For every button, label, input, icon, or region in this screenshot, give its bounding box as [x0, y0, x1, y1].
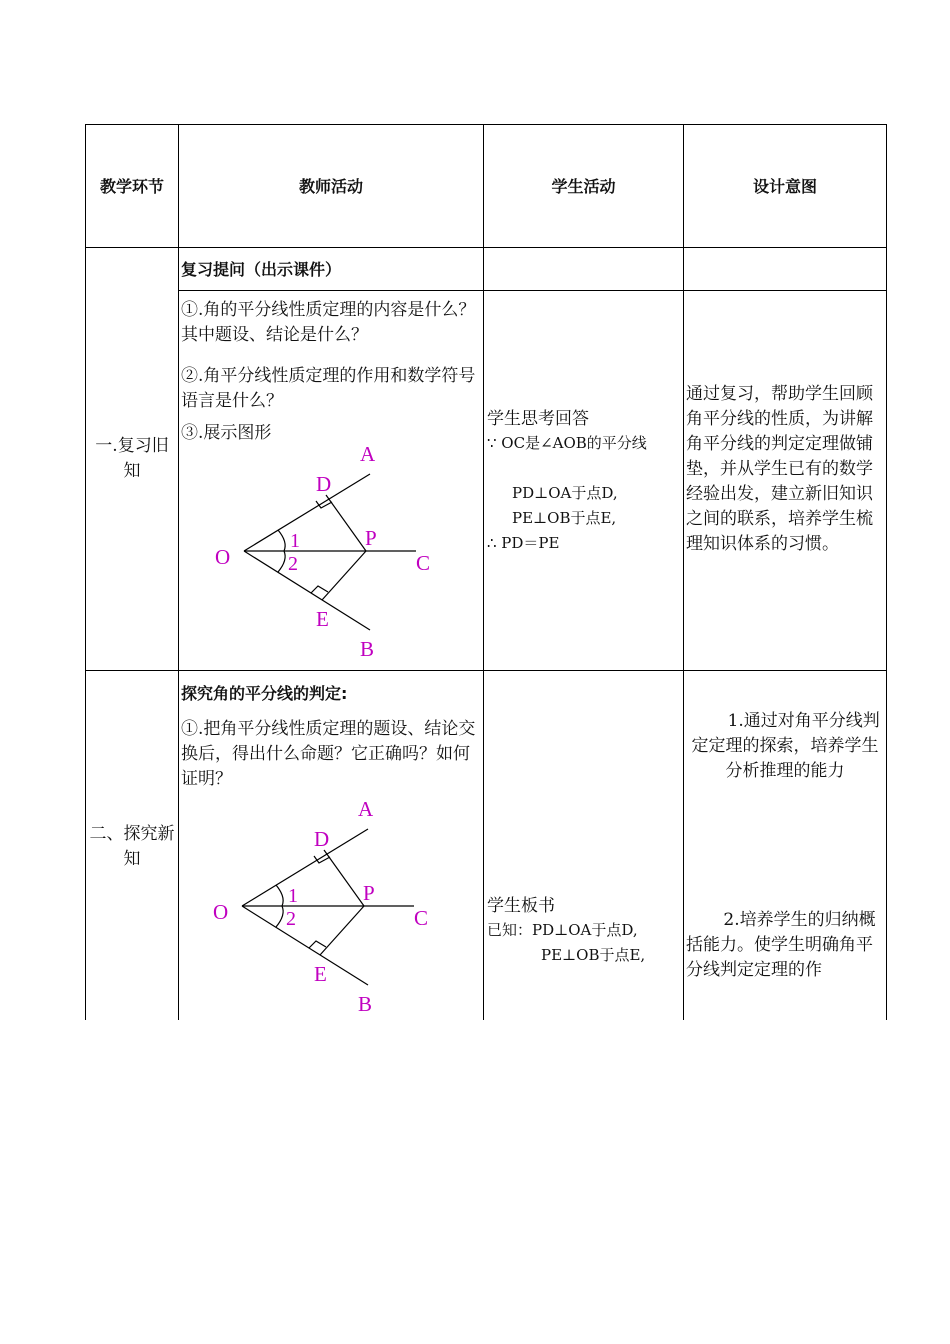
header-intent: 设计意图	[752, 177, 817, 196]
row1-question-3: ③.展示图形	[181, 423, 272, 443]
fig2-label-e: E	[314, 962, 327, 986]
fig2-label-a: A	[358, 797, 374, 821]
row1-student-2: ∵ OC是∠AOB的平分线	[487, 434, 647, 452]
row1-question-1: ①.角的平分线性质定理的内容是什么？其中题设、结论是什么？	[181, 300, 476, 345]
fig1-label-a: A	[360, 442, 376, 466]
fig2-label-b: B	[358, 992, 373, 1016]
header-student: 学生活动	[551, 177, 616, 196]
fig1-label-e: E	[316, 607, 329, 631]
row1-student-3: PD⊥OA于点D,	[512, 484, 618, 502]
row2-stage: 二、探究新知	[89, 824, 175, 869]
fig2-angle-2: 2	[286, 908, 296, 930]
row1-stage: 一.复习旧知	[95, 436, 169, 481]
table-col-line-3	[683, 124, 684, 1020]
row1-teacher-title: 复习提问（出示课件）	[181, 260, 342, 279]
fig1-label-c: C	[416, 551, 431, 575]
table-row-divider	[85, 670, 887, 671]
row2-intent-1: 1.通过对角平分线判定定理的探索，培养学生分析推理的能力	[691, 711, 880, 781]
row1-student-1: 学生思考回答	[487, 409, 589, 429]
fig1-label-p: P	[365, 526, 377, 550]
header-stage: 教学环节	[99, 177, 164, 196]
table-border-top	[85, 124, 887, 125]
fig1-angle-1: 1	[290, 530, 300, 552]
row2-teacher-title: 探究角的平分线的判定:	[181, 684, 348, 703]
fig2-angle-1: 1	[288, 885, 298, 907]
row2-student-1: 学生板书	[487, 896, 555, 916]
fig2-label-c: C	[414, 906, 429, 930]
table-col-line-4	[886, 124, 887, 1020]
angle-bisector-figure-2	[178, 795, 478, 1025]
fig2-label-o: O	[213, 900, 229, 924]
row1-student-4: PE⊥OB于点E,	[512, 509, 617, 527]
row2-student-3: PE⊥OB于点E,	[541, 946, 646, 964]
row2-intent-2: 2.培养学生的归纳概括能力。使学生明确角平分线判定定理的作	[686, 910, 876, 980]
row1-question-2: ②.角平分线性质定理的作用和数学符号语言是什么？	[181, 366, 476, 411]
fig2-label-d: D	[314, 827, 330, 851]
table-col-line-2	[483, 124, 484, 1020]
fig1-angle-2: 2	[288, 553, 298, 575]
table-col-line-0	[85, 124, 86, 1020]
row2-student-2: 已知：PD⊥OA于点D,	[487, 921, 638, 939]
row2-question-1: ①.把角平分线性质定理的题设、结论交换后，得出什么命题？它正确吗？如何证明？	[181, 719, 476, 789]
fig1-label-d: D	[316, 472, 332, 496]
angle-bisector-figure-1	[180, 440, 480, 670]
fig2-label-p: P	[363, 881, 375, 905]
header-teacher: 教师活动	[298, 177, 363, 196]
row1-student-5: ∴ PD＝PE	[487, 534, 560, 552]
row1-intent: 通过复习，帮助学生回顾角平分线的性质，为讲解角平分线的判定定理做铺垫，并从学生已有的数学经验出发，建立新旧知识之间的联系，培养学生梳理知识体系的习惯。	[686, 384, 873, 554]
table-subrow-divider	[178, 290, 887, 291]
fig1-label-b: B	[360, 637, 375, 661]
fig1-label-o: O	[215, 545, 231, 569]
table-header-divider	[85, 247, 887, 248]
